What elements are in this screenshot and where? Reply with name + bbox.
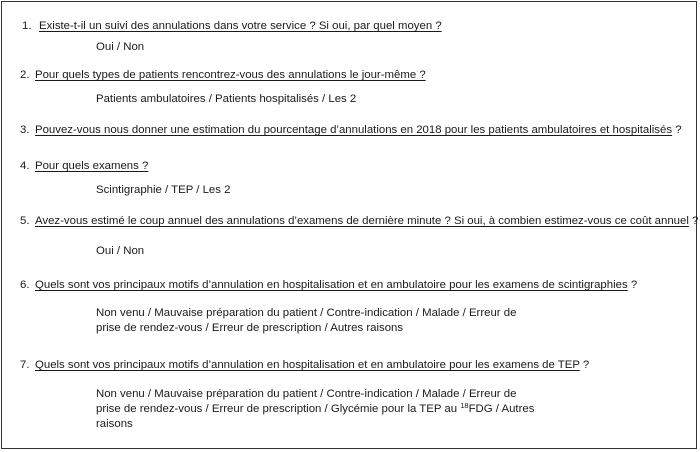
question-number: 5. [20,215,30,227]
answer-2 [96,92,356,107]
answer-7 [96,387,534,432]
question-7 [20,358,589,372]
isotope-mass-number: 18 [460,401,469,410]
question-text: Quels sont vos principaux motifs d’annulation en hospitalisation et en ambulatoire pour les examens de TEP [35,359,580,371]
question-3 [20,123,682,137]
question-4 [20,159,148,173]
question-mark: ? [675,124,682,136]
answer-line [96,402,534,417]
answer-line: Non venu / Mauvaise préparation du patient / Contre-indication / Malade / Erreur de [96,388,517,400]
answer-1 [96,40,144,55]
answer-line: Patients ambulatoires / Patients hospitalisés / Les 2 [96,93,357,105]
question-mark: ? [630,279,638,291]
answer-line: prise de rendez-vous / Erreur de prescription / Autres raisons [96,322,404,334]
question-number: 7. [20,359,30,371]
answer-6 [96,306,516,336]
question-number: 6. [20,279,30,291]
question-5 [20,214,698,228]
question-mark: ? [692,215,699,227]
question-number: 4. [20,160,30,172]
answer-line-text: FDG / Autres [468,403,535,415]
question-number: 1. [22,20,32,32]
answer-line: Oui / Non [96,245,145,257]
question-2 [20,68,426,82]
answer-line-text: prise de rendez-vous / Erreur de prescription / Glycémie pour la TEP au [96,403,461,415]
answer-line: raisons [96,418,133,430]
answer-line: Scintigraphie / TEP / Les 2 [96,184,231,196]
question-1 [22,19,442,33]
question-text: Avez-vous estimé le coup annuel des annulations d’examens de dernière minute ? Si oui, à combien estimez-vous ce coût annuel [35,215,689,227]
answer-4 [96,183,230,198]
question-number: 3. [20,124,30,136]
question-mark: ? [582,359,590,371]
answer-line: Non venu / Mauvaise préparation du patient / Contre-indication / Malade / Erreur de [96,307,517,319]
question-text: Pouvez-vous nous donner une estimation du pourcentage d’annulations en 2018 pour les patients ambulatoires et hospitalisés [35,124,673,136]
question-text: Pour quels examens ? [35,160,149,172]
question-6 [20,278,637,292]
question-text: Quels sont vos principaux motifs d’annulation en hospitalisation et en ambulatoire pour les examens de scintigraphies [35,279,628,291]
answer-line: Oui / Non [96,41,145,53]
question-text: Pour quels types de patients rencontrez-vous des annulations le jour-même ? [35,69,426,81]
answer-5 [96,244,144,259]
question-number: 2. [20,69,30,81]
question-text: Existe-t-il un suivi des annulations dans votre service ? Si oui, par quel moyen ? [39,20,442,32]
